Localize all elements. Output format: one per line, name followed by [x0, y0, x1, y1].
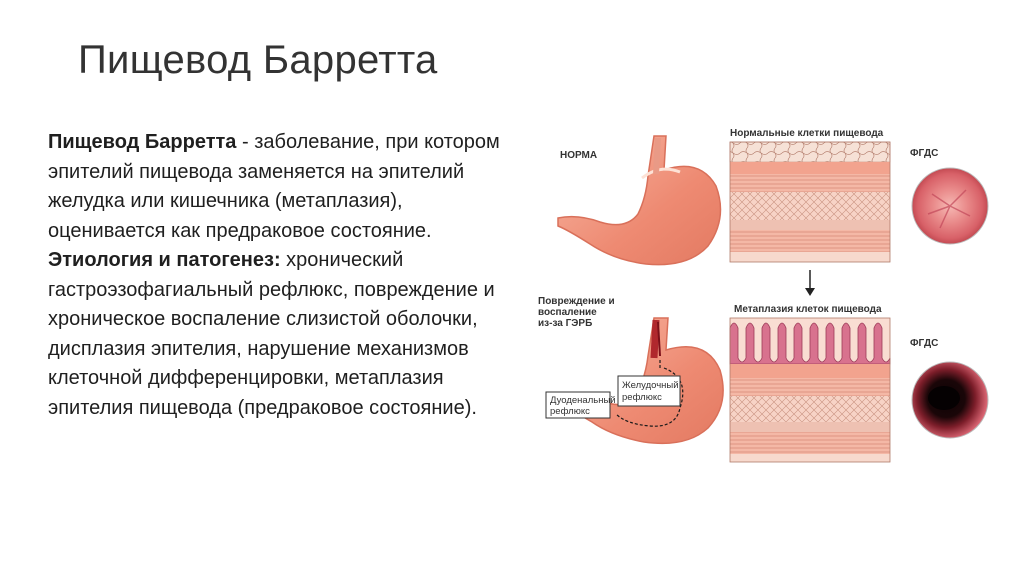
damage-label-line2: воспаление [538, 307, 597, 318]
fgds-normal-image [912, 168, 988, 244]
damage-label-line1: Повреждение и [538, 296, 615, 307]
definition-paragraph [48, 131, 500, 242]
definition-term: Пищевод Барретта [48, 131, 237, 153]
etiology-text: хронический гастроэзофагиальный рефлюкс, повреждение и хроническое воспаление слизистой оболочки, дисплазия эпителия, нарушение механизмов клеточной дифференцировки, метаплазия эпителия пищевода (предраковое состояние). [48, 249, 495, 419]
arrow-down-icon [805, 270, 815, 296]
duodenal-line2: рефлюкс [550, 406, 590, 417]
etiology-term: Этиология и патогенез: [48, 249, 281, 271]
gastric-line2: рефлюкс [622, 392, 662, 403]
body-text [48, 128, 518, 423]
normal-label: НОРМА [560, 150, 598, 161]
barrett-diagram-svg [530, 118, 1010, 478]
definition-text: - заболевание, при котором эпителий пищевода заменяется на эпителий желудка или кишечника (метаплазия), оценивается как предраковое состояние. [48, 131, 500, 242]
normal-tissue-section [730, 142, 890, 262]
duodenal-reflux-box [546, 392, 616, 418]
metaplasia-label: Метаплазия клеток пищевода [734, 304, 882, 315]
barrett-diagram [530, 118, 1010, 478]
gastric-line1: Желудочный [622, 380, 679, 391]
duodenal-line1: Дуоденальный [550, 395, 616, 406]
metaplasia-tissue-section [730, 318, 890, 462]
normal-cells-label: Нормальные клетки пищевода [730, 128, 884, 139]
fgds-metaplasia-image [912, 362, 988, 438]
etiology-paragraph [48, 249, 495, 419]
fgds-bottom-label: ФГДС [910, 338, 939, 349]
slide-title: Пищевод Барретта [78, 38, 438, 82]
gastric-reflux-box [618, 376, 680, 406]
fgds-top-label: ФГДС [910, 148, 939, 159]
damage-label-line3: из-за ГЭРБ [538, 318, 593, 329]
